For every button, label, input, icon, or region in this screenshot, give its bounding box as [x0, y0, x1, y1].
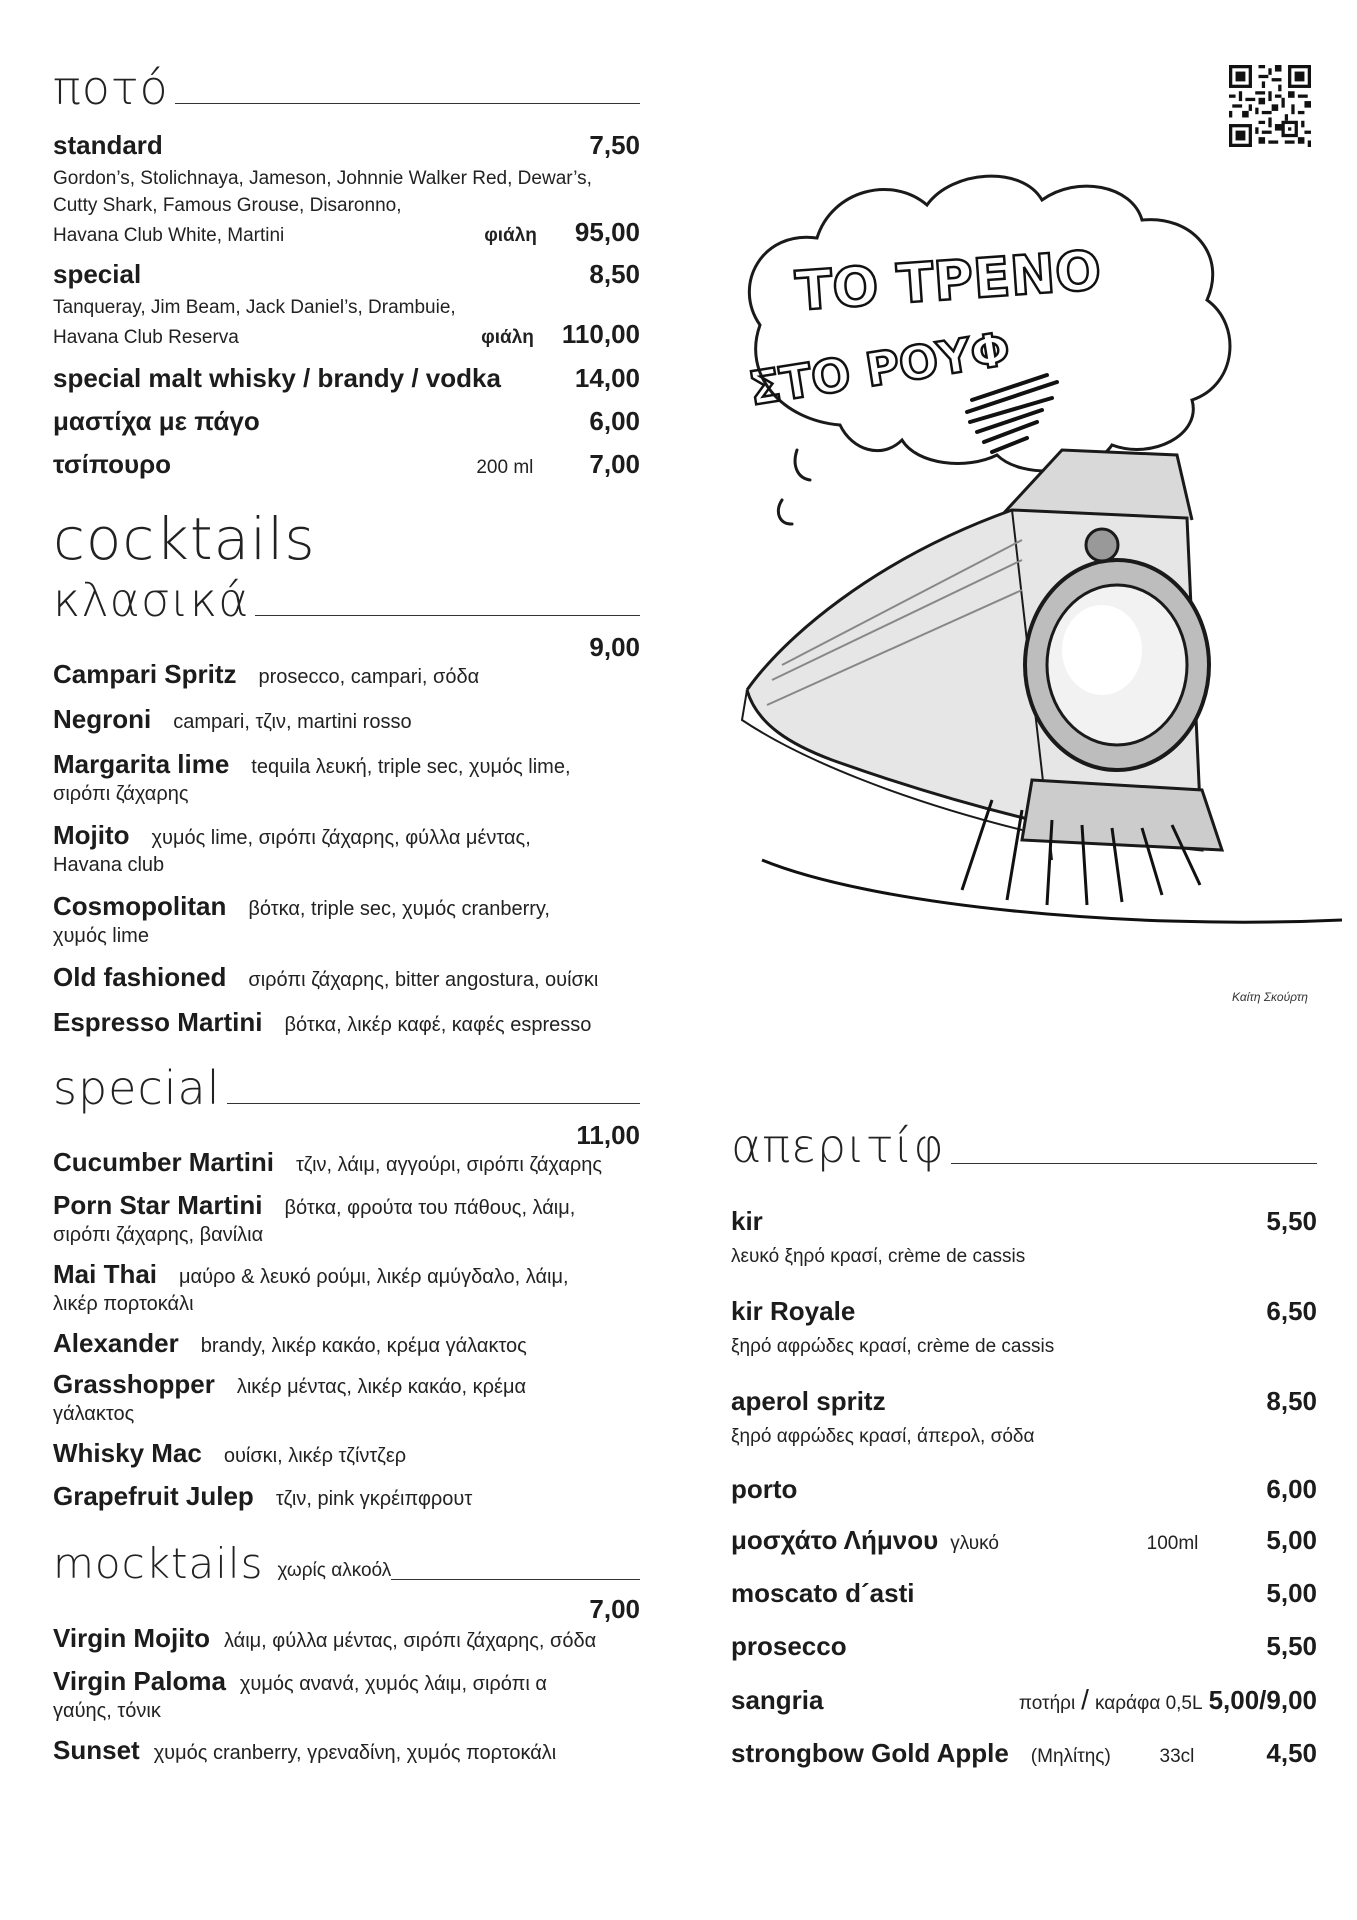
cocktail-ingredients: βότκα, triple sec, χυμός cranberry,: [248, 898, 550, 920]
cocktail-ingredients: χυμός cranberry, γρεναδίνη, χυμός πορτοκάλι: [153, 1742, 557, 1764]
menu-item-standard: [53, 130, 640, 249]
item-note: ποτήρι: [1018, 1693, 1076, 1714]
item-desc: ξηρό αφρώδες κρασί, crème de cassis: [731, 1336, 1055, 1357]
cocktail-cucumber-martini: [53, 1147, 640, 1178]
item-price: 8,50: [589, 259, 640, 289]
cocktail-ingredients: campari, τζιν, martini rosso: [173, 711, 412, 733]
cocktail-ingredients-cont: σιρόπι ζάχαρης, βανίλια: [53, 1224, 264, 1246]
cocktail-ingredients: σιρόπι ζάχαρης, bitter angostura, ουίσκι: [248, 969, 599, 991]
cloud-text-line1: ΤΟ ΤΡΕΝΟ: [793, 238, 1104, 323]
cocktail-name: Cosmopolitan: [53, 891, 227, 921]
cocktail-ingredients: χυμός lime, σιρόπι ζάχαρης, φύλλα μέντας,: [151, 827, 531, 849]
cocktail-ingredients: χυμός ανανά, χυμός λάιμ, σιρόπι α: [239, 1673, 547, 1695]
cocktail-ingredients-cont: γαύης, τόνικ: [53, 1700, 161, 1722]
cocktail-name: Virgin Mojito: [53, 1623, 210, 1653]
classic-title: κλασικά: [53, 573, 250, 627]
cocktail-cosmopolitan: [53, 891, 640, 950]
cocktail-name: Grasshopper: [53, 1369, 215, 1399]
cocktail-name: Whisky Mac: [53, 1438, 202, 1468]
item-name: kir: [731, 1206, 763, 1236]
scribble-smoke: [967, 375, 1057, 452]
cocktail-porn-star: [53, 1190, 640, 1249]
cocktail-ingredients: τζιν, λάιμ, αγγούρι, σιρόπι ζάχαρης: [296, 1154, 603, 1176]
aperitif-moschato: [731, 1525, 1317, 1556]
cocktail-ingredients: τζιν, pink γκρέιπφρουτ: [275, 1488, 473, 1510]
cocktail-ingredients: βότκα, λικέρ καφέ, καφές espresso: [284, 1014, 592, 1036]
item-qty: 200 ml: [476, 457, 534, 478]
cocktail-name: Porn Star Martini: [53, 1190, 263, 1220]
cocktail-ingredients: μαύρο & λευκό ρούμι, λικέρ αμύγδαλο, λάιμ,: [179, 1266, 569, 1288]
title-underline: [255, 615, 640, 616]
section-title-classic: [53, 574, 640, 626]
aperitif-title: απεριτίφ: [731, 1119, 945, 1173]
item-name: porto: [731, 1474, 798, 1504]
cocktail-ingredients: βότκα, φρούτα του πάθους, λάιμ,: [284, 1197, 576, 1219]
item-desc: Tanqueray, Jim Beam, Jack Daniel’s, Drambuie,: [53, 297, 456, 318]
item-price: 5,00/9,00: [1208, 1685, 1317, 1715]
section-title-poto: [53, 62, 640, 114]
cocktail-name: Virgin Paloma: [53, 1666, 226, 1696]
cocktail-name: Mojito: [53, 820, 130, 850]
item-price: 4,50: [1266, 1738, 1317, 1768]
aperitif-kir: [731, 1206, 1317, 1270]
cocktail-ingredients: λικέρ μέντας, λικέρ κακάο, κρέμα: [236, 1376, 527, 1398]
cocktail-name: Margarita lime: [53, 749, 230, 779]
item-name: τσίπουρο: [53, 449, 172, 479]
item-qty: 33cl: [1159, 1746, 1195, 1767]
menu-item-mastixa: [53, 406, 640, 437]
poto-title: ποτό: [53, 61, 169, 115]
menu-item-malt: [53, 363, 640, 394]
item-note: γλυκό: [950, 1533, 999, 1554]
item-price: 6,00: [589, 406, 640, 436]
item-price: 5,00: [1266, 1578, 1317, 1608]
cocktail-espresso-martini: [53, 1007, 640, 1038]
item-note: (Μηλίτης): [1030, 1746, 1111, 1767]
section-title-aperitif: [731, 1118, 1317, 1174]
aperitif-sangria: [731, 1684, 1317, 1716]
item-price: 8,50: [1266, 1386, 1317, 1416]
cocktail-whisky-mac: [53, 1438, 640, 1469]
cocktail-name: Old fashioned: [53, 962, 227, 992]
left-column: [53, 62, 640, 1766]
cocktail-ingredients: λάιμ, φύλλα μέντας, σιρόπι ζάχαρης, σόδα: [223, 1630, 597, 1652]
cocktail-name: Cucumber Martini: [53, 1147, 275, 1177]
section-title-special: [53, 1062, 640, 1114]
item-desc-last: Havana Club White, Martini: [53, 225, 285, 246]
bottle-label: φιάλη: [484, 225, 537, 246]
item-price: 5,50: [1266, 1631, 1317, 1661]
cocktail-mojito: [53, 820, 640, 879]
item-name: aperol spritz: [731, 1386, 886, 1416]
classic-price: 9,00: [589, 632, 640, 662]
item-price: 7,50: [589, 130, 640, 160]
cocktail-name: Campari Spritz: [53, 659, 237, 689]
aperitif-moscato: [731, 1578, 1317, 1609]
cocktail-ingredients: ουίσκι, λικέρ τζίντζερ: [223, 1445, 407, 1467]
cocktail-name: Mai Thai: [53, 1259, 158, 1289]
cocktail-alexander: [53, 1328, 640, 1359]
item-price: 5,00: [1266, 1525, 1317, 1555]
section-title-mocktails: [53, 1538, 640, 1590]
title-underline: [951, 1163, 1317, 1164]
item-desc: Gordon’s, Stolichnaya, Jameson, Johnnie Walker Red, Dewar’s, Cutty Shark, Famous Grouse, Disaronno,: [53, 168, 592, 216]
mocktail-virgin-paloma: [53, 1666, 640, 1725]
cocktail-ingredients-cont: γάλακτος: [53, 1403, 135, 1425]
special-title: special: [53, 1061, 221, 1115]
item-qty: 100ml: [1146, 1533, 1199, 1554]
item-name: strongbow Gold Apple: [731, 1738, 1009, 1768]
menu-item-tsipouro: [53, 449, 640, 480]
cocktail-ingredients-cont: σιρόπι ζάχαρης: [53, 783, 189, 805]
title-underline: [391, 1579, 640, 1580]
item-name: prosecco: [731, 1631, 847, 1661]
bottle-label: φιάλη: [481, 327, 534, 348]
cocktail-name: Espresso Martini: [53, 1007, 263, 1037]
cocktail-name: Alexander: [53, 1328, 179, 1358]
item-name: kir Royale: [731, 1296, 856, 1326]
item-price: 6,50: [1266, 1296, 1317, 1326]
item-name: μοσχάτο Λήμνου: [731, 1525, 939, 1555]
item-name: special: [53, 259, 142, 289]
item-desc: ξηρό αφρώδες κρασί, άπερολ, σόδα: [731, 1426, 1035, 1447]
item-desc-last: Havana Club Reserva: [53, 327, 239, 348]
cocktail-campari-spritz: [53, 659, 640, 690]
item-note-2: καράφα 0,5L: [1094, 1693, 1203, 1714]
item-name: sangria: [731, 1685, 824, 1715]
special-price: 11,00: [576, 1120, 640, 1150]
bottle-price: 95,00: [574, 217, 640, 247]
cocktail-margarita: [53, 749, 640, 808]
train-illustration: [722, 160, 1357, 960]
right-column: [731, 1118, 1317, 1769]
title-underline: [227, 1103, 640, 1104]
cocktail-grapefruit-julep: [53, 1481, 640, 1512]
title-underline: [175, 103, 640, 104]
cocktail-mai-thai: [53, 1259, 640, 1318]
cloud-text-line2: ΣΤΟ ΡΟΥΦ: [745, 321, 1014, 416]
train-body: [742, 450, 1222, 860]
cocktail-old-fashioned: [53, 962, 640, 993]
qr-code-icon[interactable]: [1229, 65, 1311, 147]
cocktails-title: cocktails: [53, 505, 316, 573]
cocktail-ingredients: tequila λευκή, triple sec, χυμός lime,: [251, 756, 571, 778]
item-price: 5,50: [1266, 1206, 1317, 1236]
aperitif-kir-royale: [731, 1296, 1317, 1360]
item-price: 7,00: [589, 449, 640, 479]
mocktails-price: 7,00: [589, 1594, 640, 1624]
cocktail-ingredients: brandy, λικέρ κακάο, κρέμα γάλακτος: [200, 1335, 527, 1357]
illustration-credit: Καίτη Σκούρτη: [1232, 990, 1308, 1004]
mocktail-virgin-mojito: [53, 1623, 640, 1654]
mocktails-subtitle: χωρίς αλκοόλ: [277, 1560, 392, 1581]
mocktails-price-row: [53, 1594, 640, 1625]
bottle-price: 110,00: [561, 319, 640, 349]
cocktail-grasshopper: [53, 1369, 640, 1428]
cocktail-ingredients-cont: λικέρ πορτοκάλι: [53, 1293, 194, 1315]
cocktail-name: Grapefruit Julep: [53, 1481, 254, 1511]
mocktails-title: mocktails: [53, 1539, 264, 1588]
cocktail-name: Sunset: [53, 1735, 140, 1765]
item-name: standard: [53, 130, 163, 160]
item-price: 6,00: [1266, 1474, 1317, 1504]
item-name: μαστίχα με πάγο: [53, 406, 260, 436]
menu-item-special: [53, 259, 640, 351]
item-name: special malt whisky / brandy / vodka: [53, 363, 501, 393]
aperitif-prosecco: [731, 1631, 1317, 1662]
aperitif-aperol-spritz: [731, 1386, 1317, 1450]
item-separator: /: [1081, 1684, 1089, 1715]
cocktail-negroni: [53, 704, 640, 735]
item-desc: λευκό ξηρό κρασί, crème de cassis: [731, 1246, 1026, 1267]
aperitif-strongbow: [731, 1738, 1317, 1769]
mocktail-sunset: [53, 1735, 640, 1766]
item-name: moscato d´asti: [731, 1578, 915, 1608]
cocktail-ingredients: prosecco, campari, σόδα: [258, 666, 480, 688]
rail-line: [762, 860, 1342, 922]
cocktail-name: Negroni: [53, 704, 152, 734]
cocktail-ingredients-cont: χυμός lime: [53, 925, 149, 947]
aperitif-porto: [731, 1474, 1317, 1505]
cocktail-ingredients-cont: Havana club: [53, 854, 165, 876]
item-price: 14,00: [574, 363, 640, 393]
